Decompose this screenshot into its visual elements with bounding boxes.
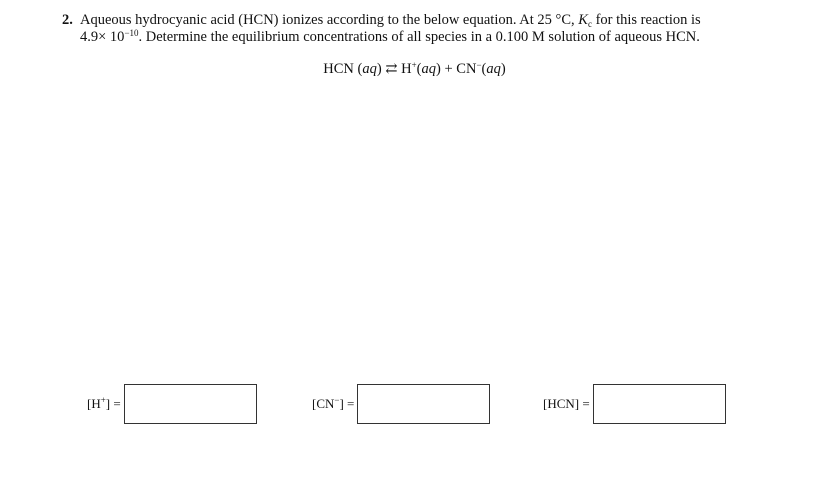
reactant-phase-open: ( (353, 61, 363, 77)
question-number: 2. (62, 12, 73, 28)
answer-input-hcn[interactable] (593, 384, 726, 424)
answer-row (0, 382, 829, 426)
answer-label-h-plus-open: [H (87, 396, 101, 411)
question-text-part1: Aqueous hydrocyanic acid (HCN) ionizes according to the below equation. At 25 °C, (80, 12, 579, 28)
answer-label-h-plus-charge: + (100, 395, 106, 405)
answer-label-cn-minus (312, 396, 354, 412)
product-h-phase-open: ( (416, 61, 422, 77)
kc-symbol: K (578, 12, 588, 28)
product-cn: CN (456, 61, 477, 77)
answer-label-h-plus (87, 396, 121, 412)
answer-group-cn-minus (312, 382, 490, 426)
answer-input-cn-minus[interactable] (357, 384, 490, 424)
answer-input-h-plus[interactable] (124, 384, 257, 424)
product-cn-charge: − (476, 60, 482, 70)
product-cn-phase-open: ( (481, 61, 487, 77)
question-text (80, 12, 802, 46)
product-h-charge: + (411, 60, 417, 70)
question-text-part3: . Determine the equilibrium concentrations of all species in a 0.100 M solution of aqueous HCN. (138, 29, 700, 45)
product-h-phase-close: ) (436, 61, 441, 77)
answer-label-cn-minus-open: [CN (312, 396, 335, 411)
product-cn-phase-close: ) (500, 61, 506, 77)
kc-mantissa: 4.9 (80, 29, 99, 45)
kc-times-ten: × 10 (98, 29, 125, 45)
kc-exponent: −10 (124, 28, 139, 38)
answer-group-h-plus (87, 382, 257, 426)
answer-label-h-plus-close: ] = (105, 396, 121, 411)
product-h: H (401, 61, 412, 77)
answer-group-hcn (543, 382, 726, 426)
plus-sign: + (440, 61, 457, 77)
answer-label-hcn (543, 396, 590, 412)
answer-label-cn-minus-close: ] = (339, 396, 355, 411)
reaction-equation (0, 61, 829, 78)
question-text-part2: for this reaction is (591, 12, 701, 28)
question-block (62, 12, 802, 46)
reactant-phase-close: ) (376, 61, 382, 77)
product-h-phase: aq (421, 61, 437, 77)
answer-label-hcn-close: ] = (574, 396, 590, 411)
answer-label-cn-minus-charge: − (334, 395, 340, 405)
reactant-phase: aq (362, 61, 377, 77)
equilibrium-arrow: ⇄ (381, 61, 402, 77)
reactant-hcn: HCN (323, 61, 354, 77)
kc-subscript: c (587, 19, 592, 29)
answer-label-hcn-open: [HCN (543, 396, 575, 411)
product-cn-phase: aq (486, 61, 501, 77)
